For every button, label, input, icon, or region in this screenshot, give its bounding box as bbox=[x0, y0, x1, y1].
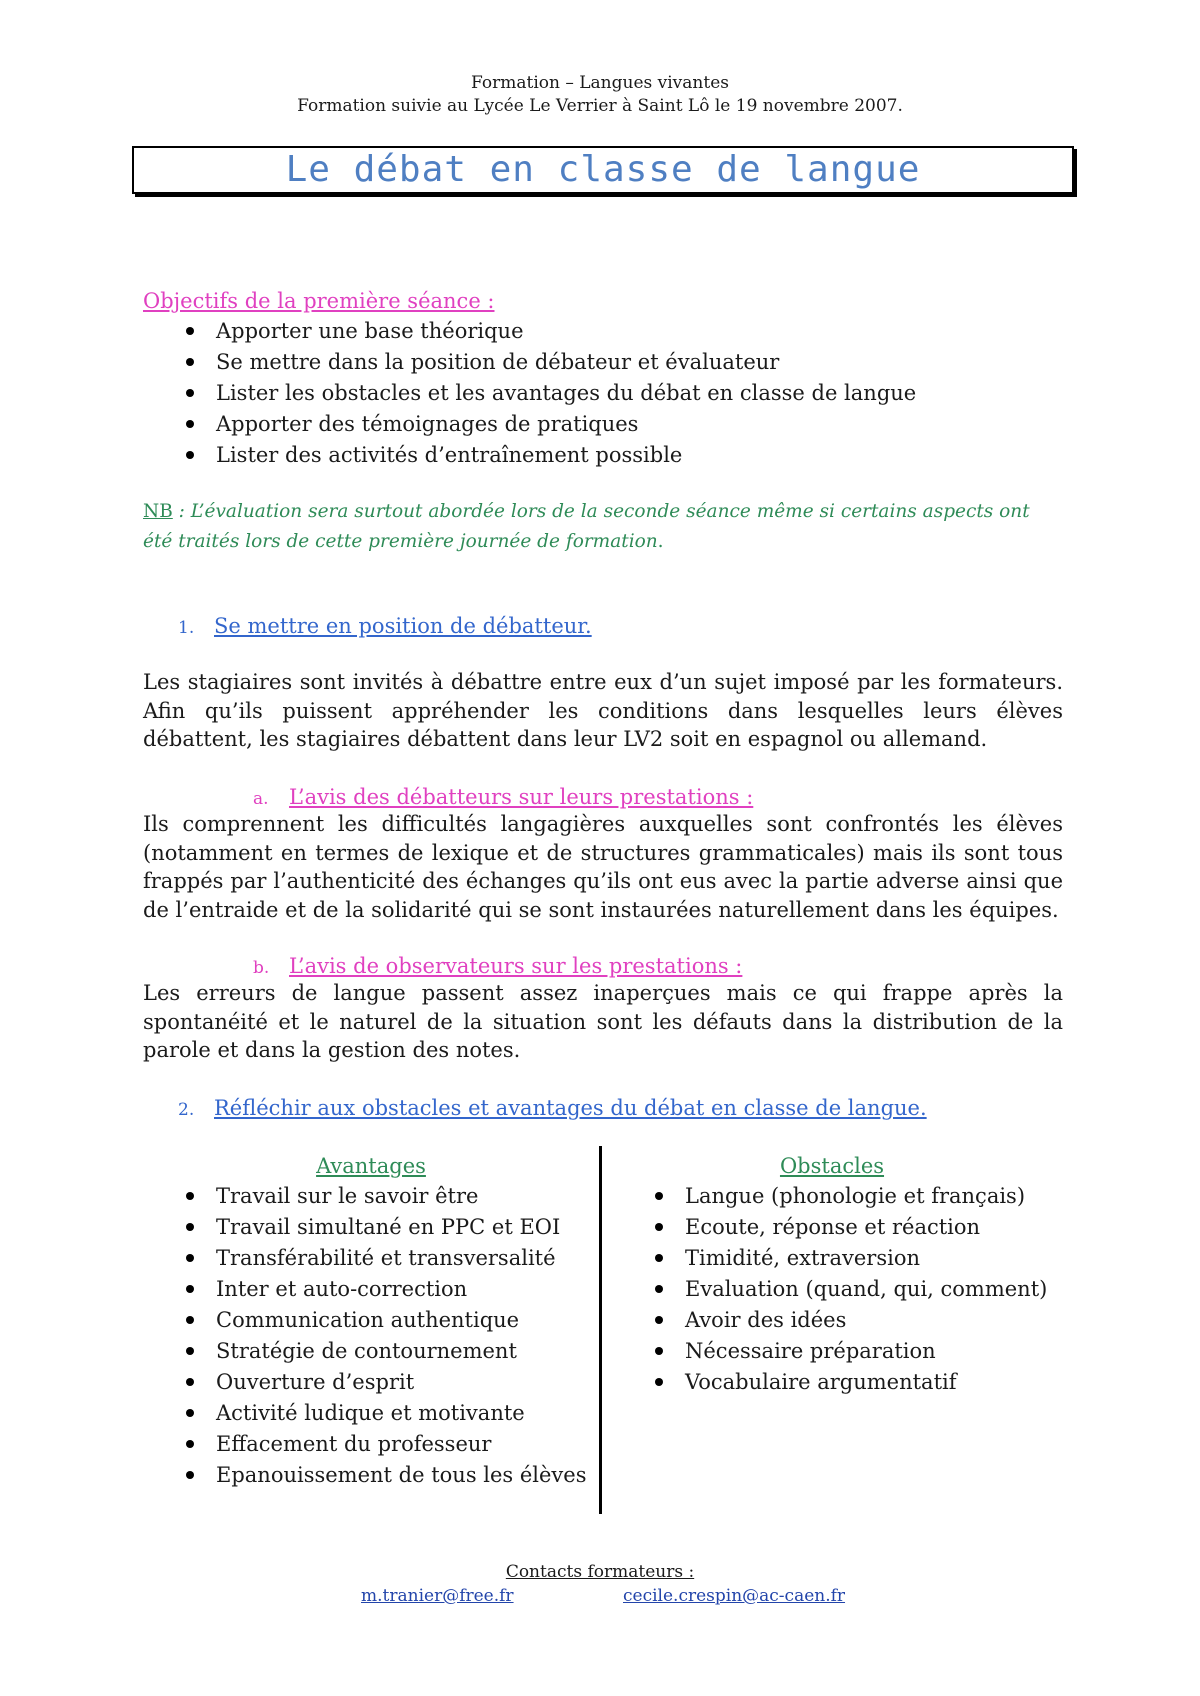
list-item: Ecoute, réponse et réaction bbox=[612, 1212, 1047, 1243]
section1-paragraph: Les stagiaires sont invités à débattre entre eux d’un sujet imposé par les formateurs. Afin qu’ils puissent appréhender les conditions dans lesquelles leurs élèves débattent, les stagiaires débattent dans leur LV2 soit en espagnol ou allemand. bbox=[143, 670, 1063, 751]
section1-number: 1. bbox=[178, 618, 195, 638]
email-link-tranier[interactable]: m.tranier@free.fr bbox=[361, 1586, 514, 1606]
list-item: Lister des activités d’entraînement possible bbox=[143, 440, 916, 471]
subsection-b-paragraph: Les erreurs de langue passent assez inaperçues mais ce qui frappe après la spontanéité et le naturel de la situation sont les défauts dans la distribution de la parole et dans la gestion des notes. bbox=[143, 981, 1063, 1062]
list-item: Ouverture d’esprit bbox=[143, 1367, 587, 1398]
list-item: Vocabulaire argumentatif bbox=[612, 1367, 1047, 1398]
subsection-b-letter: b. bbox=[253, 958, 270, 978]
list-item: Inter et auto-correction bbox=[143, 1274, 587, 1305]
list-item: Lister les obstacles et les avantages du débat en classe de langue bbox=[143, 378, 916, 409]
obstacles-list bbox=[612, 1181, 1047, 1398]
list-item: Communication authentique bbox=[143, 1305, 587, 1336]
list-item: Timidité, extraversion bbox=[612, 1243, 1047, 1274]
header-line-2: Formation suivie au Lycée Le Verrier à Saint Lô le 19 novembre 2007. bbox=[297, 96, 903, 116]
obstacles-title: Obstacles bbox=[779, 1154, 885, 1178]
objectives-heading: Objectifs de la première séance : bbox=[143, 289, 495, 313]
list-item: Nécessaire préparation bbox=[612, 1336, 1047, 1367]
page-title: Le débat en classe de langue bbox=[285, 149, 921, 190]
column-divider bbox=[599, 1146, 602, 1514]
list-item: Travail sur le savoir être bbox=[143, 1181, 587, 1212]
objectives-list bbox=[143, 316, 916, 471]
list-item: Apporter des témoignages de pratiques bbox=[143, 409, 916, 440]
list-item: Se mettre dans la position de débateur et évaluateur bbox=[143, 347, 916, 378]
list-item: Evaluation (quand, qui, comment) bbox=[612, 1274, 1047, 1305]
section2-number: 2. bbox=[178, 1100, 195, 1120]
section1-title: Se mettre en position de débatteur. bbox=[214, 614, 592, 638]
nb-text: : L’évaluation sera surtout abordée lors de la seconde séance même si certains aspects ont été traités lors de cette première journée de formation bbox=[143, 501, 1030, 552]
list-item: Effacement du professeur bbox=[143, 1429, 587, 1460]
list-item: Activité ludique et motivante bbox=[143, 1398, 587, 1429]
subsection-b-title: L’avis de observateurs sur les prestations : bbox=[289, 954, 743, 978]
list-item: Apporter une base théorique bbox=[143, 316, 916, 347]
title-box bbox=[132, 146, 1074, 194]
subsection-a-letter: a. bbox=[253, 789, 269, 809]
nb-end: . bbox=[657, 531, 664, 552]
header-line-1: Formation – Langues vivantes bbox=[471, 73, 729, 93]
section2-title: Réfléchir aux obstacles et avantages du débat en classe de langue. bbox=[214, 1096, 927, 1120]
section2-heading bbox=[178, 1093, 927, 1125]
email-link-crespin[interactable]: cecile.crespin@ac-caen.fr bbox=[623, 1586, 846, 1606]
contacts-title: Contacts formateurs : bbox=[505, 1562, 695, 1582]
list-item: Stratégie de contournement bbox=[143, 1336, 587, 1367]
subsection-a-paragraph: Ils comprennent les difficultés langagières auxquelles sont confrontés les élèves (notamment en termes de lexique et de structures grammaticales) mais ils sont tous frappés par l’authenticité des échanges qu’ils ont eus avec la partie adverse ainsi que de l’entraide et de la solidarité qui se sont instaurées naturellement dans les équipes. bbox=[143, 812, 1063, 922]
list-item: Transférabilité et transversalité bbox=[143, 1243, 587, 1274]
subsection-a-title: L’avis des débatteurs sur leurs prestations : bbox=[289, 785, 754, 809]
nb-note bbox=[143, 497, 1063, 557]
nb-label: NB bbox=[143, 501, 173, 522]
list-item: Travail simultané en PPC et EOI bbox=[143, 1212, 587, 1243]
list-item: Avoir des idées bbox=[612, 1305, 1047, 1336]
advantages-title: Avantages bbox=[316, 1154, 426, 1178]
advantages-list bbox=[143, 1181, 587, 1491]
list-item: Epanouissement de tous les élèves bbox=[143, 1460, 587, 1491]
section1-heading bbox=[178, 611, 592, 643]
list-item: Langue (phonologie et français) bbox=[612, 1181, 1047, 1212]
